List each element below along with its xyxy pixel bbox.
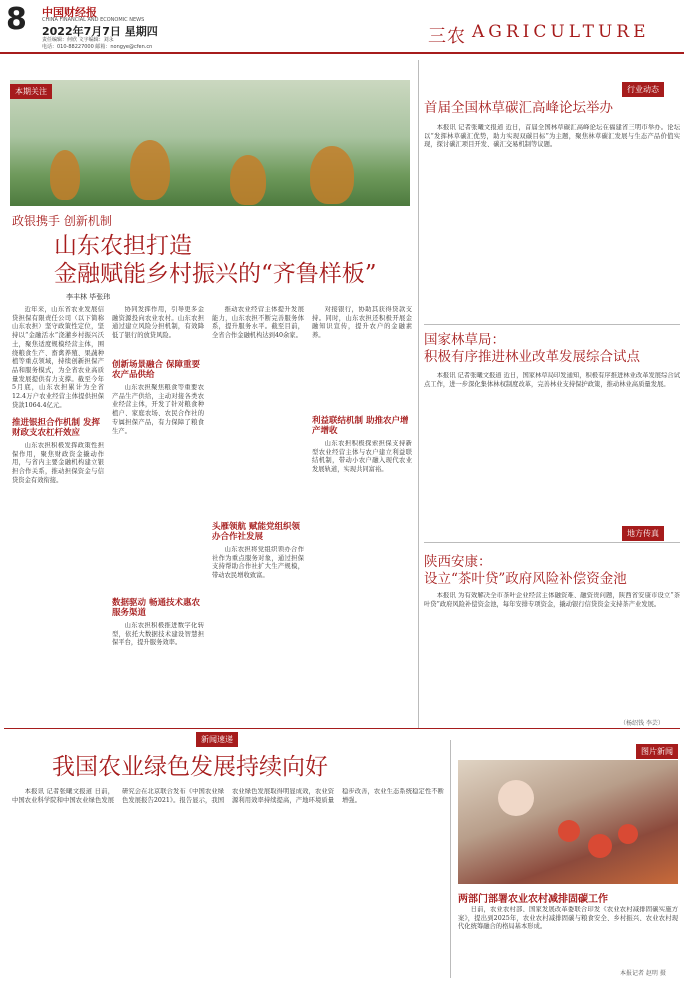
photo-news-title: 两部门部署农业农村减排固碳工作 (458, 894, 608, 905)
paragraph: 近年来，山东省农业发展信贷担保有限责任公司（以下简称山东农担）坚守政策性定位，坚持以“金融活水”浇灌乡村振兴沃土，聚焦适度规模经营主体，围绕粮食生产、畜禽养殖、果蔬种植等重点领域，持续创新担保产品和服务模式，为全省农业高质量发展提供有力支撑。截至今年5月底，山东农担累计为全省12.4万户农业经营主体提供担保贷款1064.4亿元。 (12, 306, 104, 409)
photo-credit: 本报记者 赵明 摄 (620, 970, 666, 977)
local-tag: 地方传真 (622, 526, 664, 541)
farmer-figure (498, 780, 534, 816)
paragraph: 本报讯 记者张曦文报道 近日，国家林草局印发通知，积极有序推进林业改革发展综合试点工作，进一步深化集体林权制度改革，完善林业支持保护政策，推动林业高质量发展。 (424, 372, 680, 388)
article-divider (424, 542, 680, 543)
weekly-news-tag: 新闻速递 (196, 732, 238, 747)
issue-date: 2022年7月7日 星期四 (42, 25, 158, 38)
wheat-cluster (230, 155, 266, 205)
subheading: 创新场景融合 保障重要农产品供给 (112, 360, 200, 380)
photo-news-body (458, 906, 678, 968)
article-headline (54, 232, 377, 288)
article-divider (424, 324, 680, 325)
photo-news-tag: 图片新闻 (636, 744, 678, 759)
column-divider (450, 740, 451, 978)
headline-line-2: 金融赋能乡村振兴的“齐鲁样板” (54, 261, 377, 287)
paragraph: 协同发挥作用，引导更多金融资源投向农业农村。山东农担通过建立风险分担机制，有效降低了银行的放贷风险。 (112, 306, 204, 340)
photo-news-image (458, 760, 678, 884)
section-title-en: AGRICULTURE (472, 22, 650, 42)
bottom-headline: 我国农业绿色发展持续向好 (52, 754, 328, 780)
article-kicker: 政银携手 创新机制 (12, 214, 112, 228)
paper-name-en: CHINA FINANCIAL AND ECONOMIC NEWS (42, 17, 145, 23)
wheat-cluster (310, 146, 354, 204)
paragraph: 山东农担积极推进数字化转型，依托大数据技术建设智慧担保平台，提升服务效率。 (112, 622, 204, 647)
body-col-3b (212, 546, 304, 722)
article-title (424, 332, 680, 366)
body-col-4b (312, 440, 412, 722)
paragraph: 山东农担将党组织领办合作社作为重点服务对象，通过担保支持帮助合作社扩大生产规模，带动农民增收致富。 (212, 546, 304, 580)
body-col-4 (312, 306, 412, 410)
paragraph: 日前，农业农村部、国家发展改革委联合印发《农业农村减排固碳实施方案》，提出到2025年，农业农村减排固碳与粮食安全、乡村振兴、农业农村现代化统筹融合的格局基本形成。 (458, 906, 678, 931)
body-col-2 (112, 306, 204, 352)
headline-line-1: 山东农担打造 (54, 233, 192, 259)
article-title (424, 554, 680, 588)
paper-name: 中国财经报 (42, 6, 97, 19)
feature-photo-wheat-field (10, 80, 410, 206)
wheat-cluster (50, 150, 80, 200)
editor-line-2: 电话：010-88227000 邮箱：nongye@cfen.cn (42, 44, 153, 50)
paragraph: 本报讯 记者张曦文报道 日前，中国农业科学院和中国农业绿色发展研究会在北京联合发布《中国农业绿色发展报告2021》。报告显示，我国农业绿色发展取得明显成效，农业资源利用效率持续提高，产地环境质量稳步改善，农业生态系统稳定性不断增强。 (12, 788, 444, 804)
subheading: 推进银担合作机制 发挥财政支农杠杆效应 (12, 418, 100, 438)
body-col-3 (212, 306, 304, 516)
paragraph: 山东农担积极发挥政策性担保作用，聚焦财政资金撬动作用，与省内主要金融机构建立银担合作关系，推动担保资金与信贷资金有效衔接。 (12, 442, 104, 484)
bottom-article-body (12, 788, 444, 976)
article-body (424, 124, 680, 320)
title-line-1: 陕西安康： (424, 554, 492, 570)
body-col-2b (112, 384, 204, 592)
body-col-2c (112, 622, 204, 722)
article-body (424, 372, 680, 524)
title-line-1: 国家林草局： (424, 332, 505, 348)
paragraph: 对接银行，协助其获得贷款支持。同时，山东农担还积极开展金融知识宣传，提升农户的金融素养。 (312, 306, 412, 340)
section-title-cn: 三农 (428, 26, 466, 47)
editor-line-1: 责任编辑：何欣 文字编辑：刘永 (42, 37, 114, 43)
masthead (0, 0, 684, 56)
article-body (424, 592, 680, 716)
title-line-2: 设立“茶叶贷”政府风险补偿资金池 (424, 571, 627, 587)
tomato (588, 834, 612, 858)
body-col-1 (12, 306, 104, 412)
article-byline: 李丰林 毕张玮 (66, 293, 111, 301)
paragraph: 本报讯 记者张曦文报道 近日，首届全国林草碳汇高峰论坛在福建省三明市举办。论坛以“发挥林草碳汇优势，助力实现双碳目标”为主题，聚焦林草碳汇发展与生态产品价值实现，探讨碳汇项目开发、碳汇交易机制等议题。 (424, 124, 680, 149)
wheat-cluster (130, 140, 170, 200)
page-number: 8 (6, 2, 27, 37)
body-col-1b (12, 442, 104, 722)
subheading: 利益联结机制 助推农户增产增收 (312, 416, 409, 436)
title-line-2: 积极有序推进林业改革发展综合试点 (424, 349, 640, 365)
paragraph: 推动农业经营主体提升发展能力，山东农担不断完善服务体系，提升服务水平。截至目前，全省合作金融机构达到40余家。 (212, 306, 304, 340)
tomato (558, 820, 580, 842)
subheading: 数据驱动 畅通技术惠农服务渠道 (112, 598, 200, 618)
subheading: 头雁领航 赋能党组织领办合作社发展 (212, 522, 300, 542)
article-title: 首届全国林草碳汇高峰论坛举办 (424, 100, 613, 116)
feature-tag: 本期关注 (10, 84, 52, 99)
editor-info (42, 37, 152, 51)
tomato (618, 824, 638, 844)
header-rule (0, 52, 684, 54)
article-author: （杨绍钱 李芸） (620, 720, 664, 727)
paragraph: 本报讯 为有效解决全市茶叶企业经营主体融资难、融资贵问题，陕西省安康市设立“茶叶贷”政府风险补偿资金池，每年安排专项资金，撬动银行信贷资金支持茶产业发展。 (424, 592, 680, 608)
industry-tag: 行业动态 (622, 82, 664, 97)
paragraph: 山东农担积极探索担保支持新型农业经营主体与农户建立利益联结机制，带动小农户融入现代农业发展轨道，实现共同富裕。 (312, 440, 412, 474)
section-divider (4, 728, 680, 729)
column-divider (418, 60, 419, 728)
paragraph: 山东农担聚焦粮食等重要农产品生产供给，主动对接各类农业经营主体，开发了针对粮食种植户、家庭农场、农民合作社的专属担保产品，有力保障了粮食生产。 (112, 384, 204, 435)
